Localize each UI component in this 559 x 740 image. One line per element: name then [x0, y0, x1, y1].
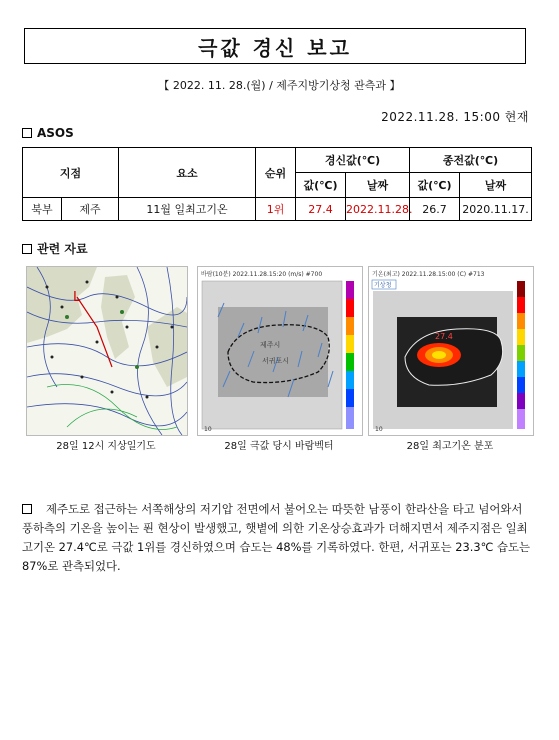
checkbox-square-icon	[22, 244, 32, 254]
wind-label-jeju: 제주시	[260, 341, 281, 349]
temp-max-label: 27.4	[435, 332, 453, 341]
temp-figure	[368, 266, 534, 436]
section-related-label: 관련 자료	[37, 242, 88, 256]
report-timestamp: 2022.11.28. 15:00 현재	[381, 110, 529, 124]
summary-paragraph	[22, 500, 534, 576]
temp-color-scale	[517, 281, 525, 429]
header-previous-value: 값(℃)	[410, 173, 460, 198]
cell-old-value: 26.7	[410, 198, 460, 221]
checkbox-square-icon	[22, 504, 32, 514]
cell-region: 북부	[23, 198, 62, 221]
report-title-box	[24, 28, 526, 64]
header-renewed: 경신값(℃)	[296, 148, 410, 173]
svg-text:L: L	[73, 290, 81, 305]
wind-header: 바람(10분) 2022.11.28.15:20 (m/s) #700	[201, 271, 323, 278]
header-renewed-value: 값(℃)	[296, 173, 346, 198]
kma-badge: 기상청	[374, 282, 392, 289]
section-related	[22, 240, 88, 257]
header-rank: 순위	[256, 148, 296, 198]
wind-caption: 28일 극값 당시 바람벡터	[224, 441, 334, 452]
cell-rank: 1위	[256, 198, 296, 221]
max-temp-image	[369, 267, 533, 435]
temp-header: 기온(최고) 2022.11.28.15:00 (C) #713	[372, 271, 485, 278]
asos-table	[22, 147, 532, 221]
header-renewed-date: 날짜	[346, 173, 410, 198]
weather-map-caption: 28일 12시 지상일기도	[56, 441, 156, 452]
wind-label-seogwipo: 서귀포시	[262, 357, 290, 365]
temp-caption: 28일 최고기온 분포	[406, 441, 494, 452]
cell-new-date: 2022.11.28.	[346, 198, 410, 221]
section-asos	[22, 126, 74, 140]
checkbox-square-icon	[22, 128, 32, 138]
table-row	[23, 198, 532, 221]
header-previous: 종전값(℃)	[410, 148, 532, 173]
cell-element: 11월 일최고기온	[119, 198, 256, 221]
weather-map-image	[27, 267, 187, 435]
report-subtitle: 【 2022. 11. 28.(월) / 제주지방기상청 관측과 】	[158, 79, 401, 92]
header-previous-date: 날짜	[460, 173, 532, 198]
svg-text:10: 10	[204, 426, 212, 433]
cell-old-date: 2020.11.17.	[460, 198, 532, 221]
svg-text:10: 10	[375, 426, 383, 433]
header-station: 지점	[23, 148, 119, 198]
wind-vector-image	[198, 267, 362, 435]
wind-figure	[197, 266, 363, 436]
report-title: 극값 경신 보고	[198, 35, 352, 60]
section-asos-label: ASOS	[37, 126, 74, 140]
cell-new-value: 27.4	[296, 198, 346, 221]
cell-station: 제주	[62, 198, 119, 221]
weather-map-figure	[26, 266, 188, 436]
header-element: 요소	[119, 148, 256, 198]
summary-text: 제주도로 접근하는 서쪽해상의 저기압 전면에서 불어오는 따뜻한 남풍이 한라산을 타고 넘어와서 풍하측의 기온을 높이는 푄 현상이 발생했고, 햇볕에 의한 기온상승효과가 더해지면서 제주지점은 일최고기온 27.4℃로 극값 1위를 경신하였으며 습도는 48%를 기록하였다. 한편, 서귀포는 23.3℃ 습도는 87%로 관측되었다.	[22, 502, 531, 573]
wind-color-scale	[346, 281, 354, 429]
